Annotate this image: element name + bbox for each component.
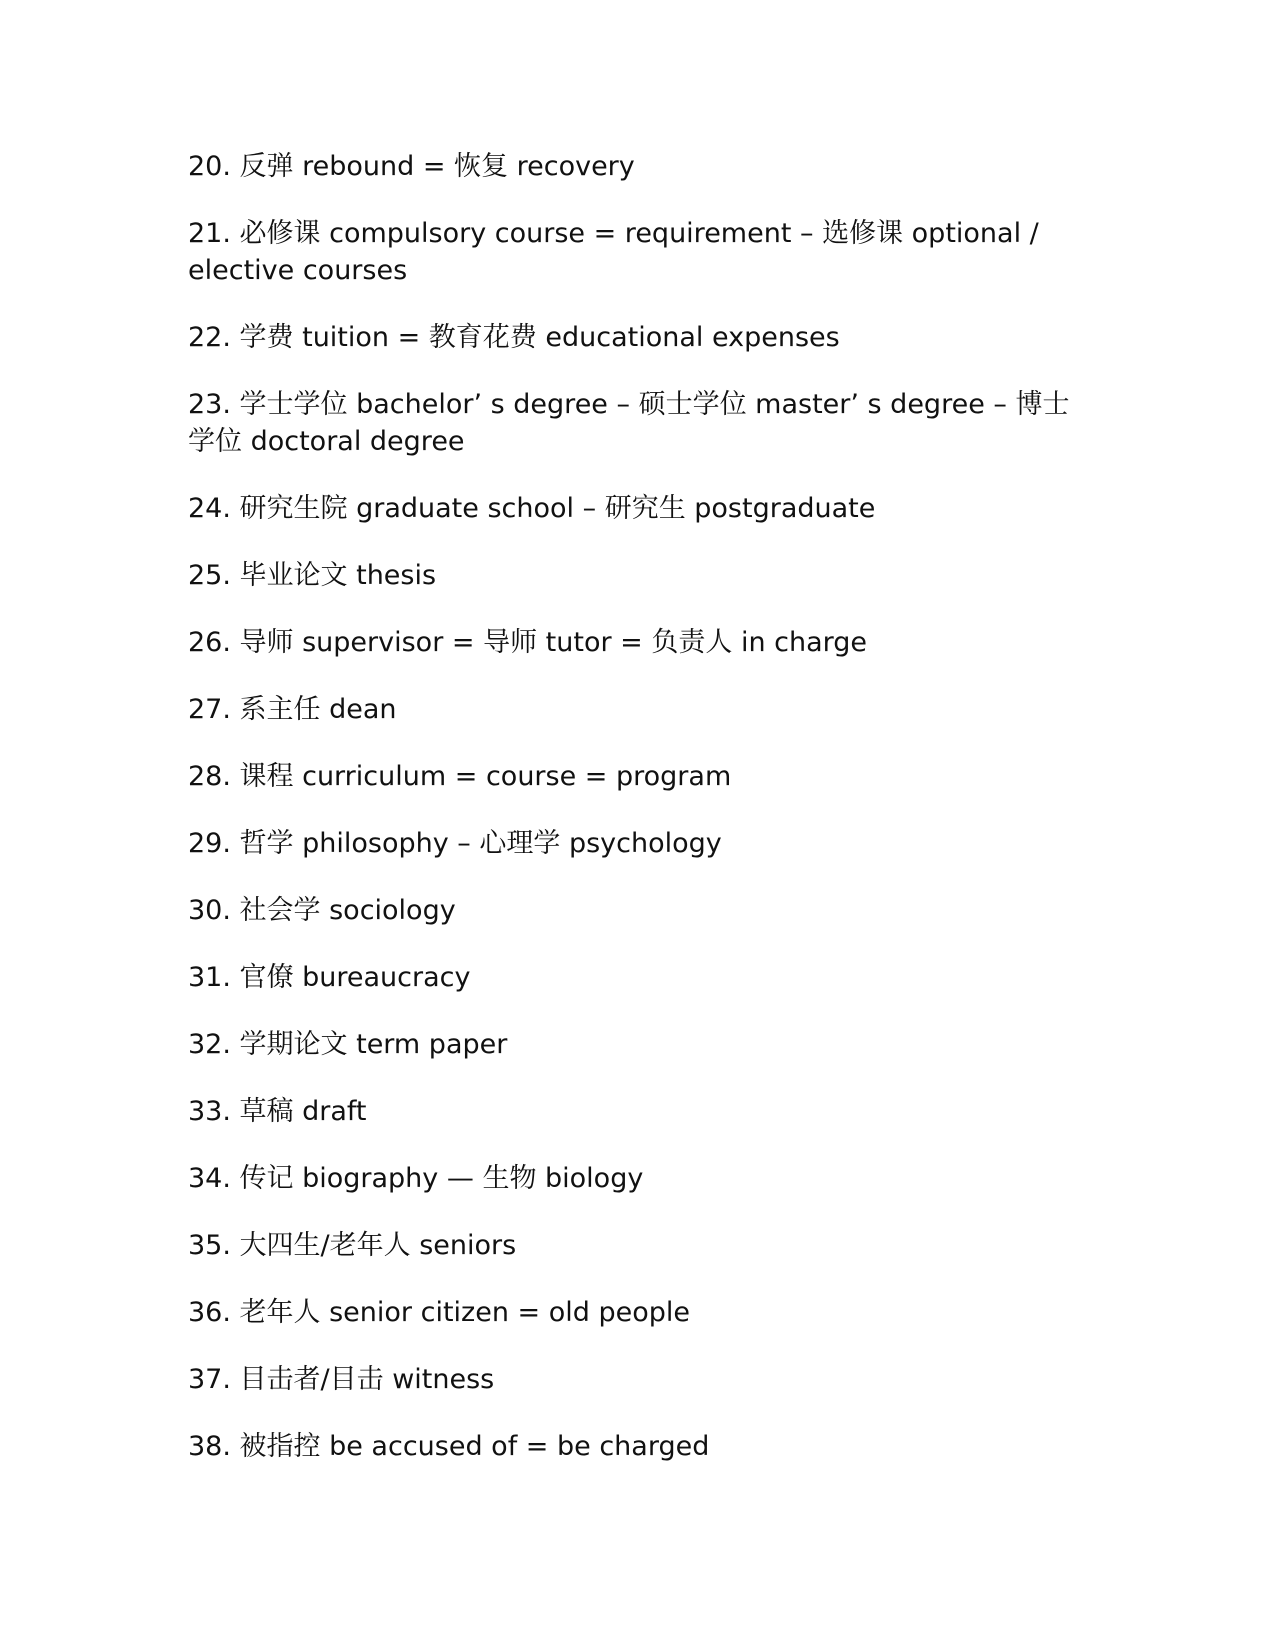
list-item: 35. 大四生/老年人 seniors	[188, 1230, 517, 1261]
list-item: 27. 系主任 dean	[188, 694, 397, 725]
list-item: 30. 社会学 sociology	[188, 895, 456, 926]
list-item: 24. 研究生院 graduate school – 研究生 postgraduate	[188, 493, 876, 524]
list-item: 26. 导师 supervisor = 导师 tutor = 负责人 in charge	[188, 627, 868, 658]
list-item: 31. 官僚 bureaucracy	[188, 962, 471, 993]
list-item: 36. 老年人 senior citizen = old people	[188, 1297, 690, 1328]
vocabulary-list	[188, 148, 1078, 1495]
list-item: 22. 学费 tuition = 教育花费 educational expenses	[188, 322, 840, 353]
list-item: 37. 目击者/目击 witness	[188, 1364, 495, 1395]
list-item: 28. 课程 curriculum = course = program	[188, 761, 732, 792]
list-item: 25. 毕业论文 thesis	[188, 560, 437, 591]
list-item: 29. 哲学 philosophy – 心理学 psychology	[188, 828, 722, 859]
list-item: 33. 草稿 draft	[188, 1096, 367, 1127]
list-item: 23. 学士学位 bachelor’ s degree – 硕士学位 master’ s degree – 博士学位 doctoral degree	[188, 389, 1070, 457]
list-item: 20. 反弹 rebound = 恢复 recovery	[188, 151, 635, 182]
list-item: 34. 传记 biography — 生物 biology	[188, 1163, 644, 1194]
list-item: 32. 学期论文 term paper	[188, 1029, 508, 1060]
list-item: 38. 被指控 be accused of = be charged	[188, 1431, 710, 1462]
list-item: 21. 必修课 compulsory course = requirement – 选修课 optional / elective courses	[188, 218, 1039, 286]
